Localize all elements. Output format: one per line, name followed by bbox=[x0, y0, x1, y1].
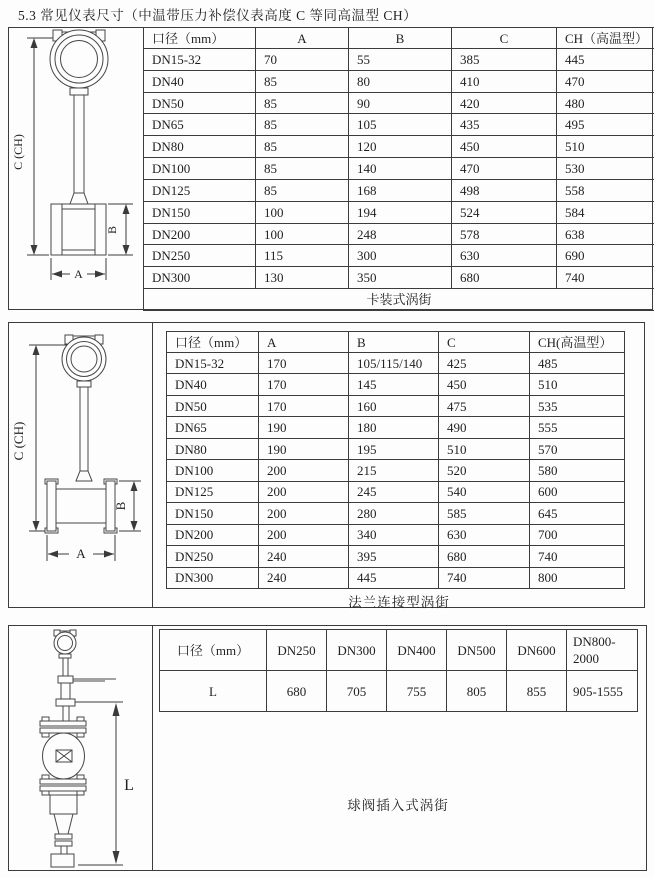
table-cell: 200 bbox=[259, 524, 349, 545]
column-header: A bbox=[259, 332, 349, 353]
table-cell: DN200 bbox=[144, 223, 256, 245]
table-cell: 535 bbox=[530, 395, 625, 416]
table-cell: 240 bbox=[259, 567, 349, 588]
table-cell: 570 bbox=[530, 438, 625, 459]
table-cell: 85 bbox=[256, 114, 349, 136]
table-cell: DN15-32 bbox=[167, 353, 259, 374]
table-row bbox=[144, 92, 654, 114]
table-cell: DN80 bbox=[167, 438, 259, 459]
table-footer-row bbox=[144, 289, 654, 311]
table-cell: 510 bbox=[557, 136, 654, 158]
a-dimension-label: A bbox=[76, 546, 86, 561]
table-cell: 194 bbox=[349, 201, 452, 223]
table-cell: 485 bbox=[530, 353, 625, 374]
table-row bbox=[144, 49, 654, 71]
table-cell: DN50 bbox=[144, 92, 256, 114]
wafer-vortex-flowmeter-drawing bbox=[9, 28, 143, 309]
table-cell: 170 bbox=[259, 353, 349, 374]
table-cell: 680 bbox=[267, 671, 327, 712]
table-cell: 480 bbox=[557, 92, 654, 114]
table-cell: L bbox=[160, 671, 267, 712]
section-flange-type bbox=[8, 322, 645, 608]
table-cell: 740 bbox=[557, 267, 654, 289]
table-cell: 510 bbox=[530, 374, 625, 395]
table-cell: 395 bbox=[349, 546, 439, 567]
table-cell: 200 bbox=[259, 481, 349, 502]
flange-vortex-drawing-area bbox=[9, 323, 153, 607]
table-cell: 280 bbox=[349, 503, 439, 524]
table-cell: 584 bbox=[557, 201, 654, 223]
meter-stem bbox=[76, 381, 92, 481]
table-cell: 170 bbox=[259, 374, 349, 395]
table-cell: DN100 bbox=[144, 158, 256, 180]
table-cell: 435 bbox=[452, 114, 557, 136]
table-cell: 490 bbox=[439, 417, 530, 438]
table-cell: 450 bbox=[452, 136, 557, 158]
column-header: DN800-2000 bbox=[567, 630, 638, 671]
insertion-rod bbox=[56, 658, 116, 721]
a-dimension-label: A bbox=[74, 267, 83, 281]
column-header: DN400 bbox=[387, 630, 447, 671]
table-row bbox=[144, 70, 654, 92]
table-cell: 425 bbox=[439, 353, 530, 374]
table-row bbox=[144, 223, 654, 245]
table-cell: 195 bbox=[349, 438, 439, 459]
table-header-row bbox=[160, 630, 638, 671]
table-row bbox=[160, 671, 638, 712]
table-cell: 580 bbox=[530, 460, 625, 481]
transmitter-head bbox=[54, 630, 76, 658]
table-cell: 85 bbox=[256, 158, 349, 180]
table-cell: 558 bbox=[557, 179, 654, 201]
table-row bbox=[167, 438, 625, 459]
table-cell: 740 bbox=[530, 546, 625, 567]
table-cell: 510 bbox=[439, 438, 530, 459]
table-cell: 630 bbox=[439, 524, 530, 545]
table-cell: DN65 bbox=[167, 417, 259, 438]
wafer-body bbox=[51, 204, 106, 255]
table-cell: 85 bbox=[256, 179, 349, 201]
c-dimension-label: C (CH) bbox=[11, 421, 26, 461]
table-cell: DN150 bbox=[167, 503, 259, 524]
column-header: C bbox=[439, 332, 530, 353]
table-cell: 385 bbox=[452, 49, 557, 71]
table-cell: 495 bbox=[557, 114, 654, 136]
table-cell: DN250 bbox=[144, 245, 256, 267]
table-cell: 200 bbox=[259, 503, 349, 524]
flanged-body bbox=[45, 479, 117, 533]
table-cell: 105/115/140 bbox=[349, 353, 439, 374]
table-cell: 80 bbox=[349, 70, 452, 92]
column-header: DN250 bbox=[267, 630, 327, 671]
table-cell: 585 bbox=[439, 503, 530, 524]
table-cell: 190 bbox=[259, 417, 349, 438]
table-cell: 520 bbox=[439, 460, 530, 481]
table-row bbox=[167, 374, 625, 395]
table-header-row bbox=[167, 332, 625, 353]
table-cell: 638 bbox=[557, 223, 654, 245]
table-cell: 420 bbox=[452, 92, 557, 114]
table-cell: 680 bbox=[439, 546, 530, 567]
table-cell: 445 bbox=[349, 567, 439, 588]
a-dimension bbox=[51, 258, 106, 281]
insertion-dimension-table bbox=[159, 629, 638, 712]
table-cell: 690 bbox=[557, 245, 654, 267]
table-cell: 190 bbox=[259, 438, 349, 459]
table-cell: 755 bbox=[387, 671, 447, 712]
table-row bbox=[167, 353, 625, 374]
ball-valve-body bbox=[43, 733, 85, 779]
table-row bbox=[167, 546, 625, 567]
column-header: 口径（mm） bbox=[160, 630, 267, 671]
table-cell: 530 bbox=[557, 158, 654, 180]
table-cell: 680 bbox=[452, 267, 557, 289]
table-cell: 140 bbox=[349, 158, 452, 180]
table-cell: 578 bbox=[452, 223, 557, 245]
table-cell: DN150 bbox=[144, 201, 256, 223]
table-cell: 90 bbox=[349, 92, 452, 114]
table-cell: 470 bbox=[452, 158, 557, 180]
table-cell: DN40 bbox=[167, 374, 259, 395]
table-row bbox=[144, 179, 654, 201]
table-cell: 855 bbox=[507, 671, 567, 712]
table-header-row bbox=[144, 28, 654, 49]
table-cell: 55 bbox=[349, 49, 452, 71]
table-cell: 245 bbox=[349, 481, 439, 502]
meter-stem bbox=[70, 88, 88, 204]
table-cell: 540 bbox=[439, 481, 530, 502]
table-row bbox=[144, 201, 654, 223]
table-cell: DN65 bbox=[144, 114, 256, 136]
column-header: DN600 bbox=[507, 630, 567, 671]
table-cell: 85 bbox=[256, 92, 349, 114]
pipe-nipple bbox=[50, 795, 77, 867]
table-cell: 145 bbox=[349, 374, 439, 395]
column-header: CH(高温型） bbox=[530, 332, 625, 353]
table-cell: 630 bbox=[452, 245, 557, 267]
table-caption: 球阀插入式涡街 bbox=[347, 798, 449, 813]
column-header: C bbox=[452, 28, 557, 49]
b-dimension bbox=[113, 481, 141, 531]
table-cell: DN250 bbox=[167, 546, 259, 567]
table-row bbox=[167, 567, 625, 588]
table-cell: 115 bbox=[256, 245, 349, 267]
table-cell: 524 bbox=[452, 201, 557, 223]
table-cell: 805 bbox=[447, 671, 507, 712]
column-header: 口径（mm） bbox=[167, 332, 259, 353]
clamp-vortex-drawing-area bbox=[9, 28, 144, 309]
table-cell: 475 bbox=[439, 395, 530, 416]
table-row bbox=[167, 460, 625, 481]
table-cell: 215 bbox=[349, 460, 439, 481]
table-cell: 445 bbox=[557, 49, 654, 71]
table-cell: 160 bbox=[349, 395, 439, 416]
table-caption: 卡装式涡街 bbox=[144, 289, 654, 311]
flange-dimension-table bbox=[166, 331, 625, 589]
column-header: A bbox=[256, 28, 349, 49]
column-header: B bbox=[349, 332, 439, 353]
table-cell: 248 bbox=[349, 223, 452, 245]
table-cell: DN15-32 bbox=[144, 49, 256, 71]
c-dimension-label: C (CH) bbox=[11, 134, 25, 170]
table-cell: DN300 bbox=[167, 567, 259, 588]
clamp-dimension-table bbox=[143, 27, 654, 311]
insertion-vortex-drawing-area bbox=[9, 626, 153, 870]
l-dimension-label: L bbox=[124, 777, 134, 794]
table-cell: DN125 bbox=[167, 481, 259, 502]
table-cell: 180 bbox=[349, 417, 439, 438]
a-dimension bbox=[47, 535, 115, 561]
table-row bbox=[167, 481, 625, 502]
table-cell: 200 bbox=[259, 460, 349, 481]
table-cell: DN80 bbox=[144, 136, 256, 158]
table-row bbox=[144, 267, 654, 289]
b-dimension-label: B bbox=[113, 501, 128, 511]
column-header: DN300 bbox=[327, 630, 387, 671]
table-cell: DN40 bbox=[144, 70, 256, 92]
b-dimension bbox=[105, 204, 133, 255]
table-cell: 450 bbox=[439, 374, 530, 395]
column-header: 口径（mm） bbox=[144, 28, 256, 49]
table-row bbox=[144, 114, 654, 136]
table-cell: 100 bbox=[256, 223, 349, 245]
table-cell: 498 bbox=[452, 179, 557, 201]
transmitter-head bbox=[50, 30, 108, 88]
section-clamp-type bbox=[8, 27, 653, 310]
b-dimension-label: B bbox=[105, 225, 119, 235]
flange-vortex-flowmeter-drawing bbox=[9, 323, 152, 607]
table-cell: 120 bbox=[349, 136, 452, 158]
table-caption: 法兰连接型涡街 bbox=[348, 595, 450, 610]
table-cell: 300 bbox=[349, 245, 452, 267]
column-header: B bbox=[349, 28, 452, 49]
table-cell: 740 bbox=[439, 567, 530, 588]
table-row bbox=[167, 503, 625, 524]
table-cell: 105 bbox=[349, 114, 452, 136]
table-cell: DN100 bbox=[167, 460, 259, 481]
table-cell: 130 bbox=[256, 267, 349, 289]
table-cell: 100 bbox=[256, 201, 349, 223]
transmitter-head bbox=[62, 335, 106, 381]
column-header: DN500 bbox=[447, 630, 507, 671]
table-cell: DN300 bbox=[144, 267, 256, 289]
table-cell: 410 bbox=[452, 70, 557, 92]
table-cell: 350 bbox=[349, 267, 452, 289]
table-cell: 470 bbox=[557, 70, 654, 92]
table-cell: 168 bbox=[349, 179, 452, 201]
table-cell: 645 bbox=[530, 503, 625, 524]
table-cell: 800 bbox=[530, 567, 625, 588]
table-row bbox=[144, 245, 654, 267]
table-cell: 240 bbox=[259, 546, 349, 567]
table-cell: 170 bbox=[259, 395, 349, 416]
table-cell: 340 bbox=[349, 524, 439, 545]
table-cell: 705 bbox=[327, 671, 387, 712]
c-dimension bbox=[11, 345, 67, 531]
table-cell: 600 bbox=[530, 481, 625, 502]
table-cell: 85 bbox=[256, 70, 349, 92]
table-cell: 85 bbox=[256, 136, 349, 158]
table-row bbox=[167, 524, 625, 545]
table-cell: 905-1555 bbox=[567, 671, 638, 712]
section-ball-valve-insertion-type bbox=[8, 625, 647, 871]
table-row bbox=[144, 136, 654, 158]
table-cell: 70 bbox=[256, 49, 349, 71]
table-row bbox=[167, 395, 625, 416]
table-cell: DN200 bbox=[167, 524, 259, 545]
table-row bbox=[144, 158, 654, 180]
page-title: 5.3 常见仪表尺寸（中温带压力补偿仪表高度 C 等同高温型 CH） bbox=[18, 8, 418, 23]
ball-valve-insertion-flowmeter-drawing bbox=[9, 626, 152, 870]
table-cell: DN50 bbox=[167, 395, 259, 416]
table-row bbox=[167, 417, 625, 438]
column-header: CH（高温型） bbox=[557, 28, 654, 49]
table-cell: 700 bbox=[530, 524, 625, 545]
table-cell: 555 bbox=[530, 417, 625, 438]
table-cell: DN125 bbox=[144, 179, 256, 201]
